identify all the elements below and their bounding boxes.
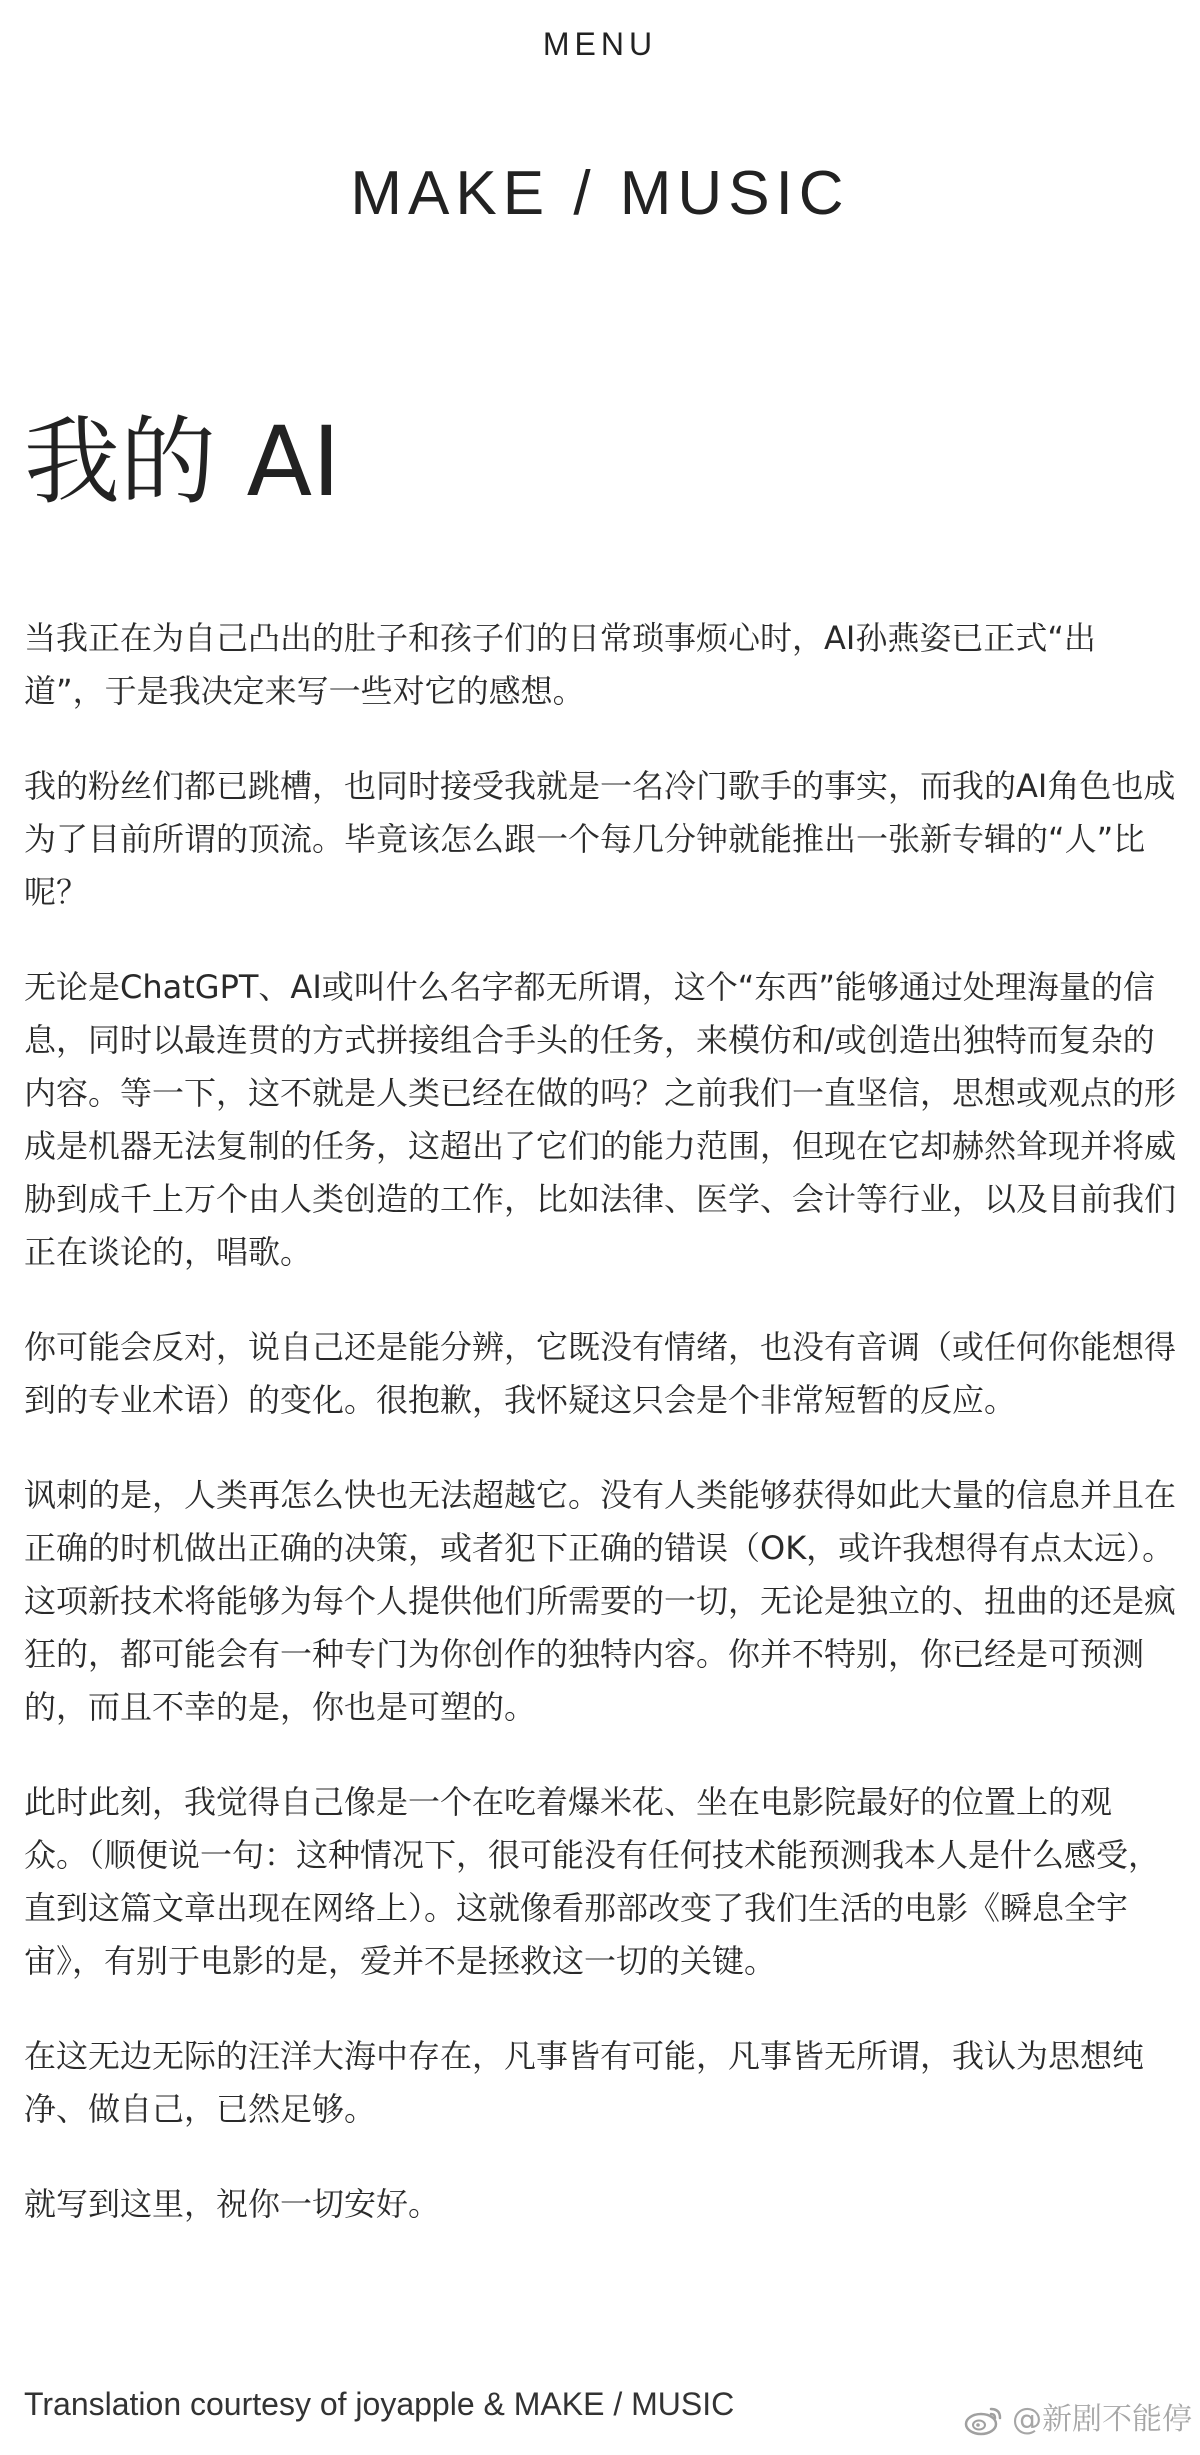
article-paragraph-2: 我的粉丝们都已跳槽，也同时接受我就是一名冷门歌手的事实，而我的AI角色也成为了目前所谓的顶流。毕竟该怎么跟一个每几分钟就能推出一张新专辑的“人”比呢？	[24, 767, 1176, 911]
watermark-text: @新剧不能停	[1012, 2402, 1192, 2437]
article-paragraph-1: 当我正在为自己凸出的肚子和孩子们的日常琐事烦心时，AI孙燕姿已正式“出道”，于是我决定来写一些对它的感想。	[24, 619, 1096, 710]
article-paragraph-5: 讽刺的是，人类再怎么快也无法超越它。没有人类能够获得如此大量的信息并且在正确的时机做出正确的决策，或者犯下正确的错误（OK，或许我想得有点太远）。这项新技术将能够为每个人提供他们所需要的一切，无论是独立的、扭曲的还是疯狂的，都可能会有一种专门为你创作的独特内容。你并不特别，你已经是可预测的，而且不幸的是，你也是可塑的。	[24, 1476, 1177, 1726]
article-paragraph-6: 此时此刻，我觉得自己像是一个在吃着爆米花、坐在电影院最好的位置上的观众。（顺便说一句：这种情况下，很可能没有任何技术能预测我本人是什么感受，直到这篇文章出现在网络上）。这就像看那部改变了我们生活的电影《瞬息全宇宙》，有别于电影的是，爱并不是拯救这一切的关键。	[24, 1783, 1161, 1980]
article-paragraph-7: 在这无边无际的汪洋大海中存在，凡事皆有可能，凡事皆无所谓，我认为思想纯净、做自己，已然足够。	[24, 2037, 1145, 2128]
article-body	[24, 612, 1176, 2273]
article-paragraph-3: 无论是ChatGPT、AI或叫什么名字都无所谓，这个“东西”能够通过处理海量的信息，同时以最连贯的方式拼接组合手头的任务，来模仿和/或创造出独特而复杂的内容。等一下，这不就是人类已经在做的吗？之前我们一直坚信，思想或观点的形成是机器无法复制的任务，这超出了它们的能力范围，但现在它却赫然耸现并将威胁到成千上万个由人类创造的工作，比如法律、医学、会计等行业，以及目前我们正在谈论的，唱歌。	[24, 968, 1177, 1271]
site-title[interactable]: MAKE / MUSIC	[350, 159, 850, 228]
article-paragraph-4: 你可能会反对，说自己还是能分辨，它既没有情绪，也没有音调（或任何你能想得到的专业术语）的变化。很抱歉，我怀疑这只会是个非常短暂的反应。	[24, 1328, 1177, 1419]
translation-credit: Translation courtesy of joyapple & MAKE / MUSIC	[24, 2386, 735, 2422]
article-paragraph-8: 就写到这里，祝你一切安好。	[24, 2185, 441, 2223]
weibo-icon	[964, 2403, 1004, 2437]
page-title: 我的 AI	[24, 406, 341, 518]
menu-button[interactable]: MENU	[542, 26, 658, 62]
watermark	[964, 2400, 1192, 2440]
